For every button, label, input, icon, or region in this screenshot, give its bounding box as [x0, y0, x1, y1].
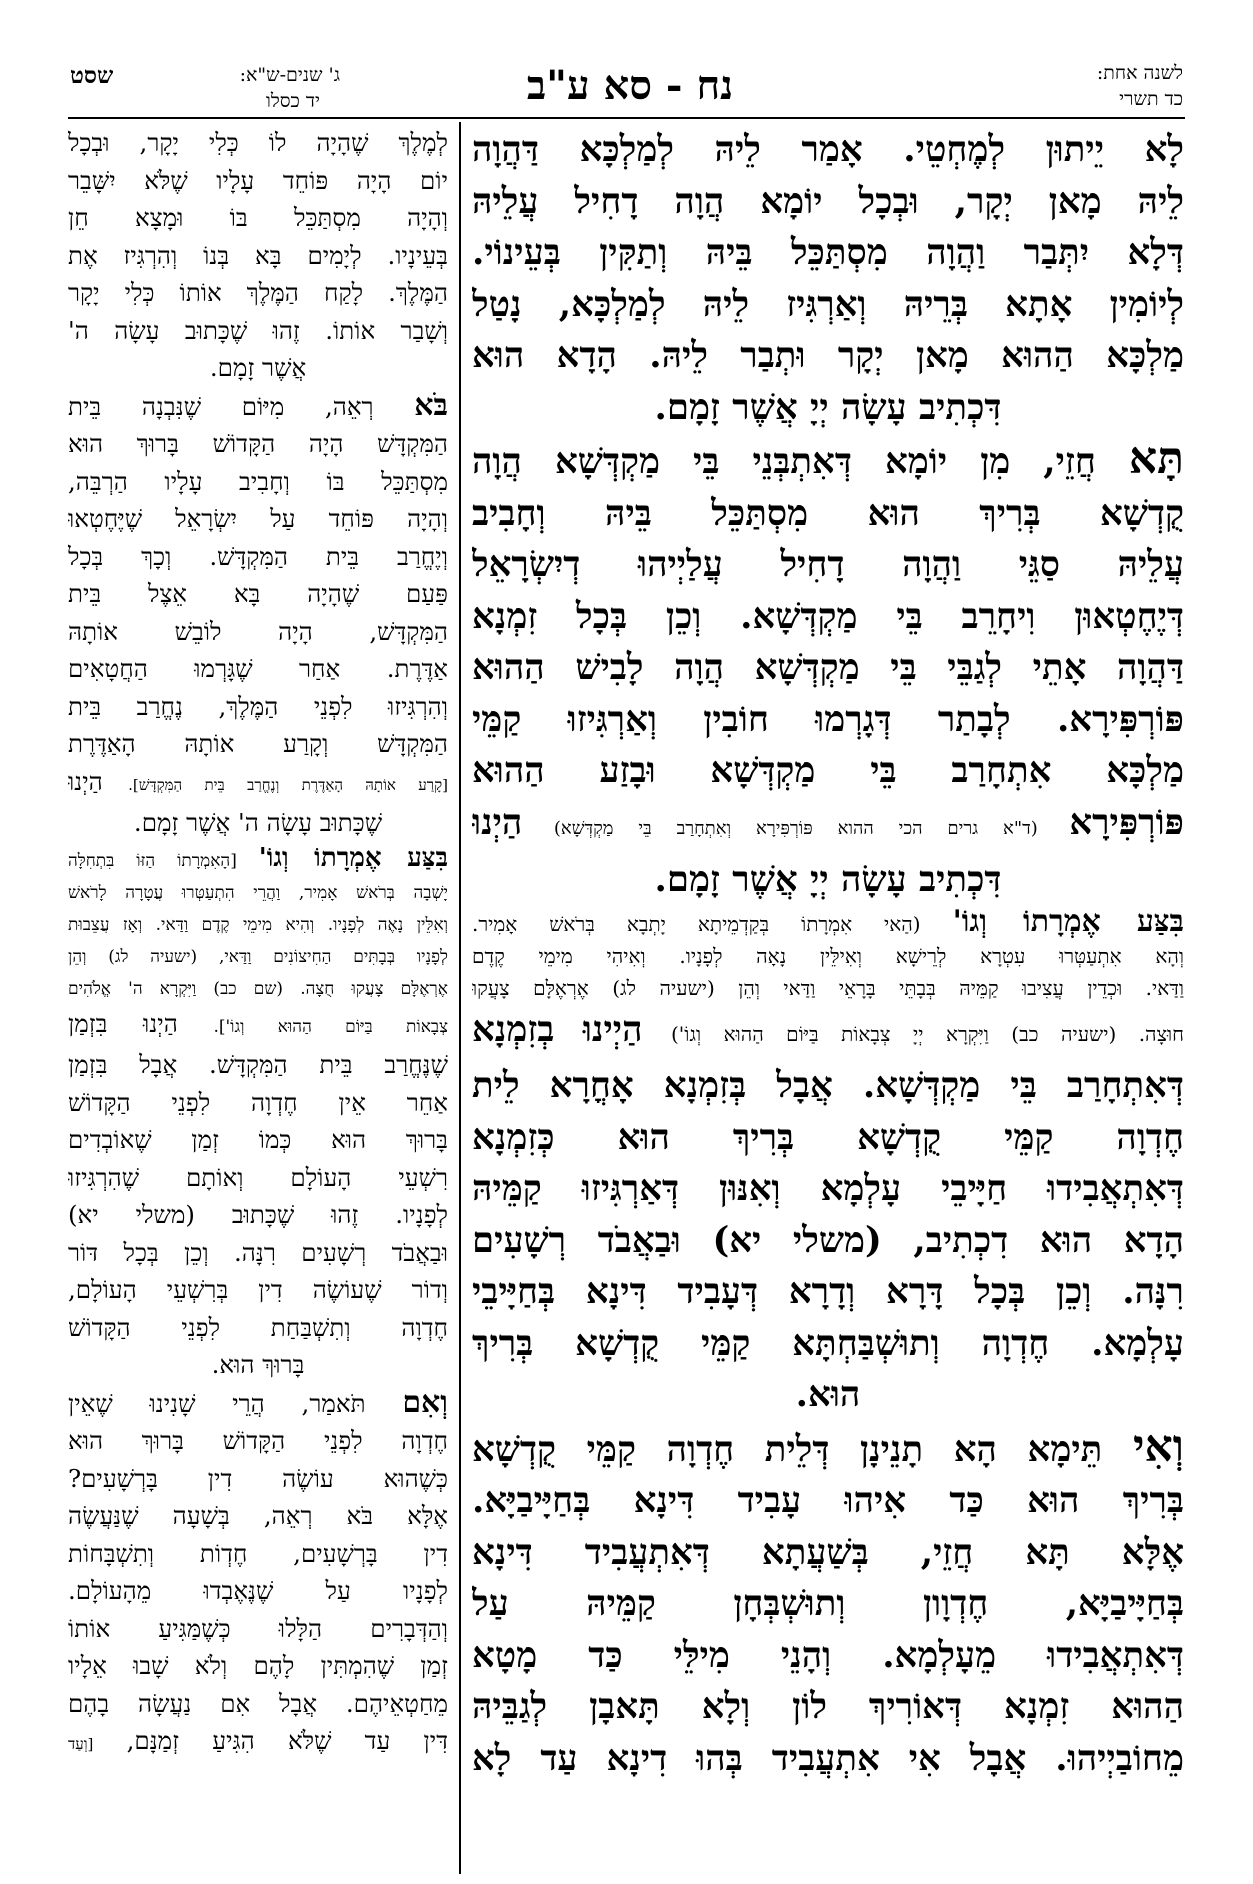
main-paragraph-start: וְאִי תֵּימָא הָא תָנֵינָן דְּלֵית חֶדְוָה קַמֵּי קֻדְשָׁא [472, 1420, 1184, 1472]
side-line: אַחֵר אֵין חֶדְוָה לִפְנֵי הַקָּדוֹשׁ [68, 1087, 448, 1117]
header-schedule-one-year: לשנה אחת: [1096, 62, 1183, 84]
main-line: פּוֹרְפִּירָא (ד"א גרים הכי ההוא פּוֹרְפִּירָא וְאִתְחָרַב בֵּי מַקְדְּשָׁא) הַיְנוּ [472, 801, 1184, 843]
side-line: בְּעֵינָיו. לְיָמִים בָּא בְּנוֹ וְהִרְגִּיז אֶת [68, 240, 448, 270]
main-line: עָלְמָא. חֶדְוָה וְתוּשְׁבַּחְתָּא קַמֵּי קֻדְשָׁא בְּרִיךְ [472, 1322, 1184, 1364]
side-line: פַּעַם שֶׁהָיָה בָּא אֵצֶל בֵּית [68, 579, 448, 608]
main-verse-line: הוּא. [795, 1374, 861, 1415]
side-small-line: אֶרְאֶלָּם צָעֲקוּ חֻצָה. (שם כב) וַיִּקְרָא ה' אֱלֹהִים [68, 978, 448, 999]
main-text [472, 124, 1184, 906]
main-line: דְּלָא יִתְּבַר וַהֲוָה מִסְתַּכֵּל בֵּיהּ וְתַקִּין בְּעֵינוֹי. [472, 232, 1184, 273]
main-line: מַלְכָּא הַהוּא מָאן יְקָר וּתְבַר לֵיהּ. הָדָא הוּא [472, 335, 1184, 376]
side-line: וְהִרְגִּיזוּ לִפְנֵי הַמֶּלֶךְ, נֶחֱרַב בֵּית [68, 691, 448, 721]
side-line: לְפָנָיו. זֶהוּ שֶׁכָּתוּב (משלי יא) [68, 1200, 448, 1229]
main-line: בְּחַיָּיבַיָּא, חֶדְוָון וְתוּשְׁבְּחָן קַמֵּיהּ עַל [472, 1583, 1184, 1624]
side-line: לְפָנָיו עַל שֶׁנֶּאֶבְדוּ מֵהָעוֹלָם. [68, 1576, 448, 1605]
main-commentary: בִּצַּע אֶמְרָתוֹ וְגוֹ' (הַאי אִמְרָתוֹ בְּקַדְמֵיתָא יָתְבָא בְּרֹאשׁ אָמִיר. וְהָא אִתְעַטְּרוּ עִטְרָא לְרֵישָׁא וְאִילֵּין נָאָה לְפָנָיו. וְאִיהִי מִימֵי קֶדֶם וַדַּאי. וּכְדֵין עֲצִיבוּ קַמֵּיהּ בְּבָתֵּי בָּרָאֵי וַדַּאי וְהֵן (ישעיה לג) אֶרְאֶלָּם צָעֲקוּ [472, 906, 1184, 1004]
main-lead-word: תָּא [1128, 433, 1184, 484]
side-line: וּבַאֲבֹד רְשָׁעִים רִנָּה. וְכֵן בְּכָל דּוֹר [68, 1237, 448, 1267]
main-line: מַלְכָּא אִתְחָרַב בֵּי מַקְדְּשָׁא וּבָזַע הַהוּא [472, 750, 1184, 791]
main-line: קֻדְשָׁא בְּרִיךְ הוּא מִסְתַּכֵּל בֵּיהּ וְחָבִיב [472, 492, 1184, 534]
side-verse-line: שֶׁכָּתוּב עָשָׂה ה' אֲשֶׁר זָמָם. [133, 808, 383, 837]
side-text: לְמֶלֶךְ שֶׁהָיָה לוֹ כְּלִי יָקָר, וּבְכָל יוֹם הָיָה פּוֹחֵד עָלָיו שֶׁלֹּא יִשָּׁבֵר וְהָיָה מִסְתַּכֵּל בּוֹ וּמָצָא חֵן בְּעֵינָיו. לְיָמִים בָּא בְּנוֹ וְהִרְגִּיז אֶת הַמֶּלֶךְ. לָקַח הַמֶּלֶךְ אוֹתוֹ כְּלִי יָקָר וְשָׁבַר אוֹתוֹ. זֶהוּ שֶׁכָּתוּב עָשָׂה ה' אֲשֶׁר זָמָם. בֹּא רְאֵה, מִיּוֹם שֶׁנִּבְנָה בֵּית הַמִּקְדָּשׁ הָיָה הַקָּדוֹשׁ בָּרוּךְ הוּא מִסְתַּכֵּל בּוֹ וְחָבִיב עָלָיו הַרְבֵּה, וְהָיָה פּוֹחֵד עַל יִשְׂרָאֵל שֶׁיֶּחֶטְאוּ וְיֶחֱרַב בֵּית הַמִּקְדָּשׁ. וְכָךְ בְּכָל פַּעַם שֶׁהָיָה בָּא אֵצֶל בֵּית הַמִּקְדָּשׁ, הָיָה לוֹבֵשׁ אוֹתָהּ אַדֶּרֶת. אַחַר שֶׁגָּרְמוּ הַחֲטָאִים וְהִרְגִּיזוּ לִפְנֵי הַמֶּלֶךְ, נֶחֱרַב בֵּית הַמִּקְדָּשׁ וְקָרַע אוֹתָהּ הָאַדֶּרֶת [קָרַע אוֹתָהּ הָאַדֶּרֶת וְנֶחֱרַב בֵּית הַמִּקְדָּשׁ]. הַיְנוּ שֶׁכָּתוּב עָשָׂה ה' אֲשֶׁר זָמָם. [68, 124, 448, 842]
page-header [70, 60, 1183, 118]
main-column [472, 124, 1184, 1874]
side-line: וְשָׁבַר אוֹתוֹ. זֶהוּ שֶׁכָּתוּב עָשָׂה ה' [68, 315, 448, 345]
main-line: עֲלֵיהּ סַגֵּי וַהֲוָה דָחִיל עֲלַיְיהוּ דְיִשְׂרָאֵל [472, 544, 1184, 585]
page-title: נח - סא ע"ב [526, 62, 734, 109]
header-divider [68, 117, 1185, 119]
side-line: מִסְתַּכֵּל בּוֹ וְחָבִיב עָלָיו הַרְבֵּה, [68, 466, 448, 496]
main-verse-line: דִּכְתִיב עָשָׂה יְיָ אֲשֶׁר זָמָם. [654, 859, 1002, 900]
side-verse-line: אֲשֶׁר זָמָם. [209, 353, 307, 382]
side-line: חֶדְוָה וְתִשְׁבַּחַת לִפְנֵי הַקָּדוֹשׁ [68, 1312, 448, 1342]
side-line: לְמֶלֶךְ שֶׁהָיָה לוֹ כְּלִי יָקָר, וּבְכָל [68, 128, 448, 157]
main-text-continued: חוּצָה. (ישעיה כב) וַיִּקְרָא יְיָ צְבָאוֹת בַּיּוֹם הַהוּא וְגוֹ') הַיְינוּ בְזִמְנָא דְּאִתְחָרַב בֵּי מַקְדְּשָׁא. אֲבָל בְּזִמְנָא אָחֳרָא לֵית חֶדְוָה קַמֵּי קֻדְשָׁא בְּרִיךְ הוּא כְּזִמְנָא דְּאִתְאֲבִידוּ חַיָּיבֵי עָלְמָא וְאִנּוּן דְּאַרְגִּיזוּ קַמֵּיהּ הָדָא הוּא דִכְתִיב, (משלי יא) וּבַאֲבֹד רְשָׁעִים רִנָּה. וְכֵן בְּכָל דָּרָא וְדָרָא דְּעָבִיד דִּינָא בְּחַיָּיבֵי עָלְמָא. חֶדְוָה וְתוּשְׁבַּחְתָּא קַמֵּי קֻדְשָׁא בְּרִיךְ הוּא. וְאִי תֵּימָא הָא תָנֵינָן דְּלֵית חֶדְוָה קַמֵּי קֻדְשָׁא בְּרִיךְ הוּא כַּד אִיהוּ עָבִיד דִּינָא בְּחַיָּיבַיָּא. אֶלָּא תָּא חֲזֵי, בְּשַׁעֲתָא דְּאִתְעֲבִיד דִּינָא בְּחַיָּיבַיָּא, חֶדְוָון וְתוּשְׁבְּחָן קַמֵּיהּ עַל דְּאִתְאֲבִידוּ מֵעָלְמָא. וְהָנֵי מִילֵּי כַּד מָטָא הַהוּא זִמְנָא דְּאוֹרִיךְ לוֹן וְלָא תָּאבָן לְגַבֵּיהּ מֵחוֹבַיְיהוּ. אֲבָל אִי אִתְעֲבִיד בְּהוּ דִינָא עַד לָא [472, 1004, 1184, 1785]
side-paragraph-start: וְאִם תֹּאמַר, הֲרֵי שָׁנִינוּ שֶׁאֵין [68, 1384, 448, 1420]
header-page-number: שסט [70, 62, 114, 89]
main-line: לָא יֵיתוּן לְמֶחְטֵי. אָמַר לֵיהּ לְמַלְכָּא דַּהֲוָה [472, 129, 1184, 170]
side-text-continued: צְבָאוֹת בַּיּוֹם הַהוּא וְגוֹ']. הַיְנוּ בִּזְמַן שֶׁנֶּחֱרַב בֵּית הַמִּקְדָּשׁ. אֲבָל בִּזְמַן אַחֵר אֵין חֶדְוָה לִפְנֵי הַקָּדוֹשׁ בָּרוּךְ הוּא כְּמוֹ זְמַן שֶׁאוֹבְדִים רִשְׁעֵי הָעוֹלָם וְאוֹתָם שֶׁהִרְגִּיזוּ לְפָנָיו. זֶהוּ שֶׁכָּתוּב (משלי יא) וּבַאֲבֹד רְשָׁעִים רִנָּה. וְכֵן בְּכָל דּוֹר וְדוֹר שֶׁעוֹשֶׂה דִין בְּרִשְׁעֵי הָעוֹלָם, חֶדְוָה וְתִשְׁבַּחַת לִפְנֵי הַקָּדוֹשׁ בָּרוּךְ הוּא. וְאִם תֹּאמַר, הֲרֵי שָׁנִינוּ שֶׁאֵין חֶדְוָה לִפְנֵי הַקָּדוֹשׁ בָּרוּךְ הוּא כְּשֶׁהוּא עוֹשֶׂה דִין בָּרְשָׁעִים? אֶלָּא בֹּא רְאֵה, בְּשָׁעָה שֶׁנַּעֲשֶׂה דִין בָּרְשָׁעִים, חֶדְוֹת וְתִשְׁבָּחוֹת לְפָנָיו עַל שֶׁנֶּאֶבְדוּ מֵהָעוֹלָם. וְהַדְּבָרִים הַלָּלוּ כְּשֶׁמַּגִּיעַ אוֹתוֹ זְמַן שֶׁהִמְתִּין לָהֶם וְלֹא שָׁבוּ אֵלָיו מֵחַטְאֵיהֶם. אֲבָל אִם נַעֲשָׂה בָהֶם דִּין עַד שֶׁלֹּא הִגִּיעַ זְמַנָּם, [וְעַד [68, 1008, 448, 1755]
main-line: הַהוּא זִמְנָא דְּאוֹרִיךְ לוֹן וְלָא תָּאבָן לְגַבֵּיהּ [472, 1686, 1184, 1727]
main-line: דְּאִתְאֲבִידוּ חַיָּיבֵי עָלְמָא וְאִנּוּן דְּאַרְגִּיזוּ קַמֵּיהּ [472, 1168, 1184, 1209]
main-small-line: וְהָא אִתְעַטְּרוּ עִטְרָא לְרֵישָׁא וְאִילֵּין נָאָה לְפָנָיו. וְאִיהִי מִימֵי קֶדֶם [472, 943, 1184, 968]
side-line: הַמִּקְדָּשׁ, הָיָה לוֹבֵשׁ אוֹתָהּ [68, 616, 448, 646]
main-line: חֶדְוָה קַמֵּי קֻדְשָׁא בְּרִיךְ הוּא כְּזִמְנָא [472, 1116, 1184, 1158]
side-line: וְהָיָה פּוֹחֵד עַל יִשְׂרָאֵל שֶׁיֶּחֶטְאוּ [68, 504, 448, 533]
main-line: רִנָּה. וְכֵן בְּכָל דָּרָא וְדָרָא דְּעָבִיד דִּינָא בְּחַיָּיבֵי [472, 1271, 1184, 1312]
main-line: דְּאִתְאֲבִידוּ מֵעָלְמָא. וְהָנֵי מִילֵּי כַּד מָטָא [472, 1634, 1184, 1676]
main-heading: בִּצַּע אֶמְרָתוֹ וְגוֹ' [952, 905, 1184, 939]
header-date-three-years: יד כסלו [265, 90, 320, 112]
side-paragraph-start: בֹּא רְאֵה, מִיּוֹם שֶׁנִּבְנָה בֵּית [68, 387, 448, 423]
main-line: מֵחוֹבַיְיהוּ. אֲבָל אִי אִתְעֲבִיד בְּהוּ דִינָא עַד לָא [472, 1737, 1184, 1779]
main-variant-note: (ד"א גרים הכי ההוא פּוֹרְפִּירָא וְאִתְחָרַב בֵּי מַקְדְּשָׁא) [553, 817, 1038, 839]
side-line: אֶלָּא בֹּא רְאֵה, בְּשָׁעָה שֶׁנַּעֲשֶׂה [68, 1501, 448, 1530]
main-lead-word: וְאִי [1132, 1420, 1184, 1472]
main-line: דְּאִתְחָרַב בֵּי מַקְדְּשָׁא. אֲבָל בְּזִמְנָא אָחֳרָא לֵית [472, 1065, 1184, 1106]
side-small-line: לְפָנָיו בְּבָתִּים הַחִיצוֹנִים וַדַּאי, (ישעיה לג) וְהֵן [68, 946, 448, 967]
side-line: זְמַן שֶׁהִמְתִּין לָהֶם וְלֹא שָׁבוּ אֵלָיו [68, 1651, 448, 1680]
header-right [1003, 60, 1183, 116]
header-schedule-three-years: ג' שנים-ש"א: [239, 64, 340, 86]
side-line: וְהָיָה מִסְתַּכֵּל בּוֹ וּמָצָא חֵן [68, 203, 448, 232]
side-lead-word: בֹּא [414, 387, 448, 423]
main-line: דַּהֲוָה אָתֵי לְגַבֵּי בֵּי מַקְדְּשָׁא הֲוָה לָבִישׁ הַהוּא [472, 647, 1184, 688]
main-paragraph-start: תָּא חֲזֵי, מִן יוֹמָא דְּאִתְבְּנֵי בֵּי מַקְדְּשָׁא הֲוָה [472, 433, 1184, 484]
main-line: אֶלָּא תָּא חֲזֵי, בְּשַׁעֲתָא דְּאִתְעֲבִיד דִּינָא [472, 1531, 1184, 1573]
side-line: יוֹם הָיָה פּוֹחֵד עָלָיו שֶׁלֹּא יִשָּׁבֵר [68, 165, 448, 195]
side-commentary: בִּצַּע אֶמְרָתוֹ וְגוֹ' [הָאִמְרָתוֹ הַזּוֹ בִּתְחִלָּה יָשְׁבָה בְּרֹאשׁ אָמִיר, וַהֲרֵי הִתְעַטְּרוּ עֲטָרָה לָרֹאשׁ וְאִלֵּין נָאֶה לְפָנָיו. וְהִיא מִימֵי קֶדֶם וַדַּאי. וְאָז עֲצֵבוּת לְפָנָיו בְּבָתִּים הַחִיצוֹנִים וַדַּאי, (ישעיה לג) וְהֵן אֶרְאֶלָּם צָעֲקוּ חֻצָה. (שם כב) וַיִּקְרָא ה' אֱלֹהִים [68, 842, 448, 1005]
side-line: כְּשֶׁהוּא עוֹשֶׂה דִין בָּרְשָׁעִים? [68, 1463, 448, 1493]
main-line: בְּרִיךְ הוּא כַּד אִיהוּ עָבִיד דִּינָא בְּחַיָּיבַיָּא. [472, 1480, 1184, 1521]
side-bracket-note: [וְעַד [68, 1735, 94, 1753]
main-line: הָדָא הוּא דִכְתִיב, (משלי יא) וּבַאֲבֹד רְשָׁעִים [472, 1219, 1184, 1261]
side-line: וְהַדְּבָרִים הַלָּלוּ כְּשֶׁמַּגִּיעַ אוֹתוֹ [68, 1613, 448, 1643]
side-line: וְיֶחֱרַב בֵּית הַמִּקְדָּשׁ. וְכָךְ בְּכָל [68, 541, 448, 571]
main-line: לֵיהּ מָאן יְקָר, וּבְכָל יוֹמָא הֲוָה דָחִיל עֲלֵיהּ [472, 180, 1184, 222]
side-line: אַדֶּרֶת. אַחַר שֶׁגָּרְמוּ הַחֲטָאִים [68, 654, 448, 683]
main-verse-line: דִּכְתִיב עָשָׂה יְיָ אֲשֶׁר זָמָם. [654, 386, 1002, 428]
header-date-one-year: כד תשרי [1119, 88, 1183, 110]
column-divider [459, 122, 461, 1874]
side-small-line: יָשְׁבָה בְּרֹאשׁ אָמִיר, וַהֲרֵי הִתְעַטְּרוּ עֲטָרָה לָרֹאשׁ [68, 882, 448, 903]
side-verse-line: בָּרוּךְ הוּא. [211, 1350, 305, 1379]
main-line: לְיוֹמִין אָתָא בְּרֵיהּ וְאַרְגִּיז לֵיהּ לְמַלְכָּא, נָטַל [472, 283, 1184, 325]
main-line: פּוֹרְפִּירָא. לְבָתַר דְּגָרְמוּ חוֹבִין וְאַרְגִּיזוּ קַמֵּי [472, 698, 1184, 740]
side-line: וְדוֹר שֶׁעוֹשֶׂה דִין בְּרִשְׁעֵי הָעוֹלָם, [68, 1275, 448, 1304]
side-line: שֶׁנֶּחֱרַב בֵּית הַמִּקְדָּשׁ. אֲבָל בִּזְמַן [68, 1050, 448, 1079]
side-line: דִין בָּרְשָׁעִים, חֶדְוֹת וְתִשְׁבָּחוֹת [68, 1538, 448, 1568]
side-lead-word: וְאִם [402, 1384, 448, 1420]
side-line: בָּרוּךְ הוּא כְּמוֹ זְמַן שֶׁאוֹבְדִים [68, 1125, 448, 1154]
side-line: רִשְׁעֵי הָעוֹלָם וְאוֹתָם שֶׁהִרְגִּיזוּ [68, 1162, 448, 1192]
side-small-line: וְאִלֵּין נָאֶה לְפָנָיו. וְהִיא מִימֵי קֶדֶם וַדַּאי. וְאָז עֲצֵבוּת [68, 914, 448, 935]
main-small-line: וַדַּאי. וּכְדֵין עֲצִיבוּ קַמֵּיהּ בְּבָתֵּי בָּרָאֵי וַדַּאי וְהֵן (ישעיה לג) אֶרְאֶלָּם צָעֲקוּ [472, 975, 1184, 1000]
side-bracket-note: [קָרַע אוֹתָהּ הָאַדֶּרֶת וְנֶחֱרַב בֵּית הַמִּקְדָּשׁ]. [128, 775, 448, 794]
main-line: דְּיֶחֶטְאוּן וִיחָרֵב בֵּי מַקְדְּשָׁא. וְכֵן בְּכָל זִמְנָא [472, 595, 1184, 637]
side-heading: בִּצַּע אֶמְרָתוֹ וְגוֹ' [258, 842, 448, 873]
side-line: הַמִּקְדָּשׁ הָיָה הַקָּדוֹשׁ בָּרוּךְ הוּא [68, 429, 448, 458]
side-line: הַמִּקְדָּשׁ וְקָרַע אוֹתָהּ הָאַדֶּרֶת [68, 729, 448, 758]
side-line: חֶדְוָה לִפְנֵי הַקָּדוֹשׁ בָּרוּךְ הוּא [68, 1426, 448, 1455]
header-left [70, 60, 340, 116]
side-line: הַמֶּלֶךְ. לָקַח הַמֶּלֶךְ אוֹתוֹ כְּלִי יָקָר [68, 278, 448, 307]
side-column [68, 124, 448, 1874]
side-line: מֵחַטְאֵיהֶם. אֲבָל אִם נַעֲשָׂה בָהֶם [68, 1688, 448, 1718]
